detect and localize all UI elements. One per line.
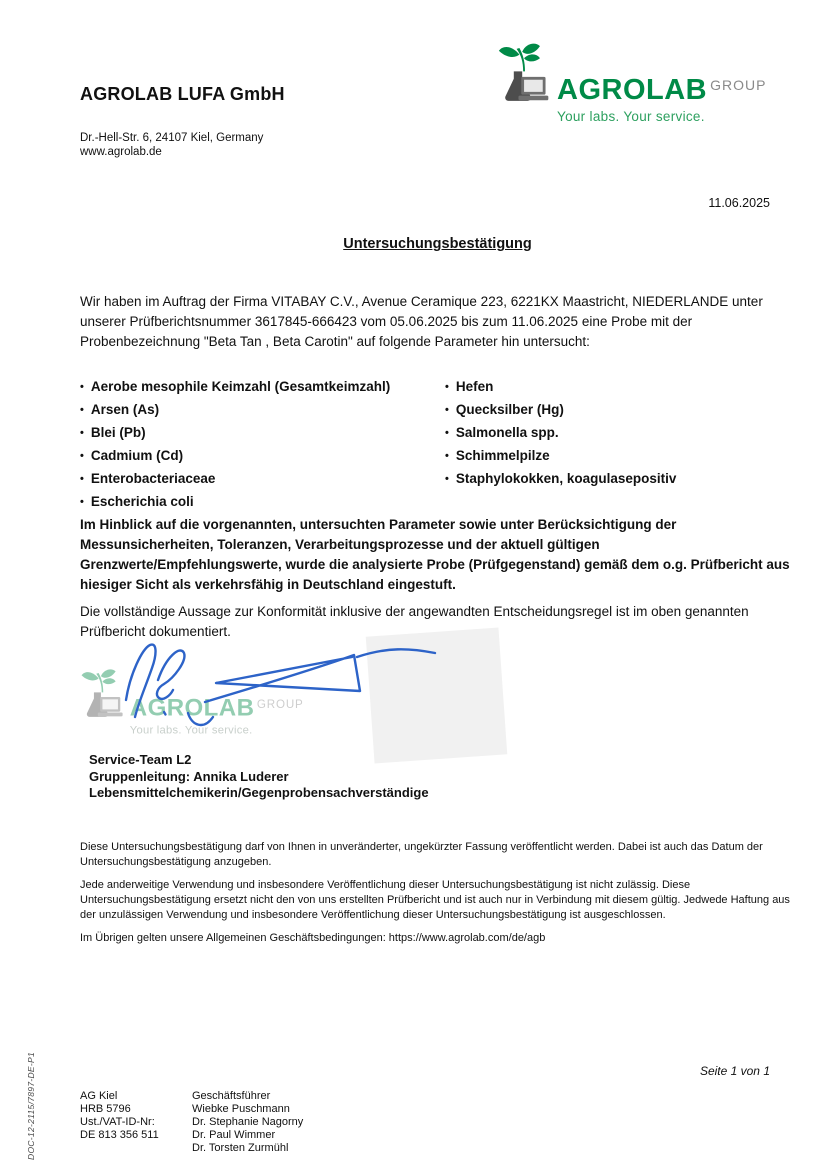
parameter-item: • Cadmium (Cd) bbox=[80, 445, 445, 468]
legal-paragraph-1: Diese Untersuchungsbestätigung darf von Ihnen in unveränderter, ungekürzter Fassung veröffentlicht werden. Dabei ist auch das Datum der Untersuchungsbestätigung anzugeben. bbox=[80, 841, 763, 868]
footer-line: AG Kiel bbox=[80, 1090, 118, 1102]
footer-line: Geschäftsführer bbox=[192, 1090, 271, 1102]
document-title: Untersuchungsbestätigung bbox=[343, 236, 532, 252]
intro-paragraph: Wir haben im Auftrag der Firma VITABAY C.V., Avenue Ceramique 223, 6221KX Maastricht, NIEDERLANDE unter unserer Prüfberichtsnummer 3617845-666423 vom 05.06.2025 bis zum 11.06.2025 eine Probe mit der Probenbezeichnung "Beta Tan , Beta Carotin" auf folgende Parameter hin untersucht: bbox=[80, 293, 763, 349]
parameter-item: • Escherichia coli bbox=[80, 491, 445, 514]
parameter-item: • Schimmelpilze bbox=[445, 445, 676, 468]
parameter-item: • Blei (Pb) bbox=[80, 422, 445, 445]
footer-line: Dr. Torsten Zurmühl bbox=[192, 1142, 289, 1154]
logo-brand-text: AGROLAB bbox=[557, 74, 708, 106]
footer-line: Dr. Paul Wimmer bbox=[192, 1129, 276, 1141]
agrolab-logo bbox=[497, 42, 766, 124]
watermark-brand-text: AGROLAB bbox=[129, 694, 255, 722]
parameter-item: • Enterobacteriaceae bbox=[80, 468, 445, 491]
legal-notes bbox=[80, 840, 798, 954]
company-address: Dr.-Hell-Str. 6, 24107 Kiel, Germany bbox=[80, 132, 264, 144]
parameter-list-right bbox=[445, 376, 676, 514]
footer-line: Ust./VAT-ID-Nr: bbox=[80, 1116, 155, 1128]
signature-area bbox=[80, 632, 520, 760]
parameter-item: • Salmonella spp. bbox=[445, 422, 676, 445]
signatory-role: Lebensmittelchemikerin/Gegenprobensachverständige bbox=[89, 785, 429, 800]
service-team: Service-Team L2 bbox=[89, 752, 192, 767]
company-website: www.agrolab.de bbox=[80, 146, 162, 158]
watermark-group-text: GROUP bbox=[256, 697, 304, 711]
handwritten-signature bbox=[102, 636, 437, 740]
footer-line: HRB 5796 bbox=[80, 1103, 131, 1115]
logo-tagline: Your labs. Your service. bbox=[557, 109, 705, 124]
legal-paragraph-2: Jede anderweitige Verwendung und insbesondere Veröffentlichung dieser Untersuchungsbestätigung ist nicht zulässig. Diese Untersuchungsbestätigung ersetzt nicht den von uns erstellten Prüfbericht und ist auch nur in Verbindung mit diesem gültig. Jedwede Haftung aus der unzulässigen Verwendung und insbesondere Veröffentlichung dieser Untersuchungsbestätigung ist ausgeschlossen. bbox=[80, 879, 790, 921]
agrolab-flask-plant-icon bbox=[497, 42, 553, 110]
footer-line: Dr. Stephanie Nagorny bbox=[192, 1116, 304, 1128]
parameter-item: • Arsen (As) bbox=[80, 399, 445, 422]
company-name: AGROLAB LUFA GmbH bbox=[80, 84, 285, 104]
footer-line: DE 813 356 511 bbox=[80, 1129, 159, 1141]
legal-paragraph-3: Im Übrigen gelten unsere Allgemeinen Geschäftsbedingungen: https://www.agrolab.com/de/agb bbox=[80, 932, 546, 944]
watermark-tagline: Your labs. Your service. bbox=[129, 723, 253, 737]
letter-date: 11.06.2025 bbox=[708, 196, 770, 210]
parameter-list-left bbox=[80, 376, 445, 514]
parameter-lists bbox=[80, 376, 796, 514]
footer-column-management bbox=[192, 1090, 303, 1155]
footer-column-registry bbox=[80, 1090, 192, 1155]
conformity-note: Die vollständige Aussage zur Konformität inklusive der angewandten Entscheidungsregel ist im oben genannten Prüfbericht dokumentiert. bbox=[80, 603, 749, 639]
footer-line: Wiebke Puschmann bbox=[192, 1103, 290, 1115]
parameter-item: • Staphylokokken, koagulasepositiv bbox=[445, 468, 676, 491]
group-lead: Gruppenleitung: Annika Luderer bbox=[89, 768, 289, 784]
company-address-block bbox=[80, 131, 263, 159]
footer-register-info bbox=[80, 1090, 303, 1155]
parameter-item: • Aerobe mesophile Keimzahl (Gesamtkeimzahl) bbox=[80, 376, 445, 399]
logo-group-text: GROUP bbox=[710, 77, 767, 93]
conclusion-paragraph: Im Hinblick auf die vorgenannten, untersuchten Parameter sowie unter Berücksichtigung der Messunsicherheiten, Toleranzen, Verarbeitungsprozesse und der aktuell gültigen Grenzwerte/Empfehlungswerte, wurde die analysierte Probe (Prüfgegenstand) gemäß dem o.g. Prüfbericht aus hiesiger Sicht als verkehrsfähig in Deutschland eingestuft. bbox=[80, 516, 790, 592]
signatory-block bbox=[89, 752, 429, 802]
parameter-item: • Hefen bbox=[445, 376, 676, 399]
document-id-vertical: DOC-12-2115/7897-DE-P1 bbox=[26, 1051, 36, 1160]
parameter-item: • Quecksilber (Hg) bbox=[445, 399, 676, 422]
page-number: Seite 1 von 1 bbox=[699, 1064, 770, 1078]
